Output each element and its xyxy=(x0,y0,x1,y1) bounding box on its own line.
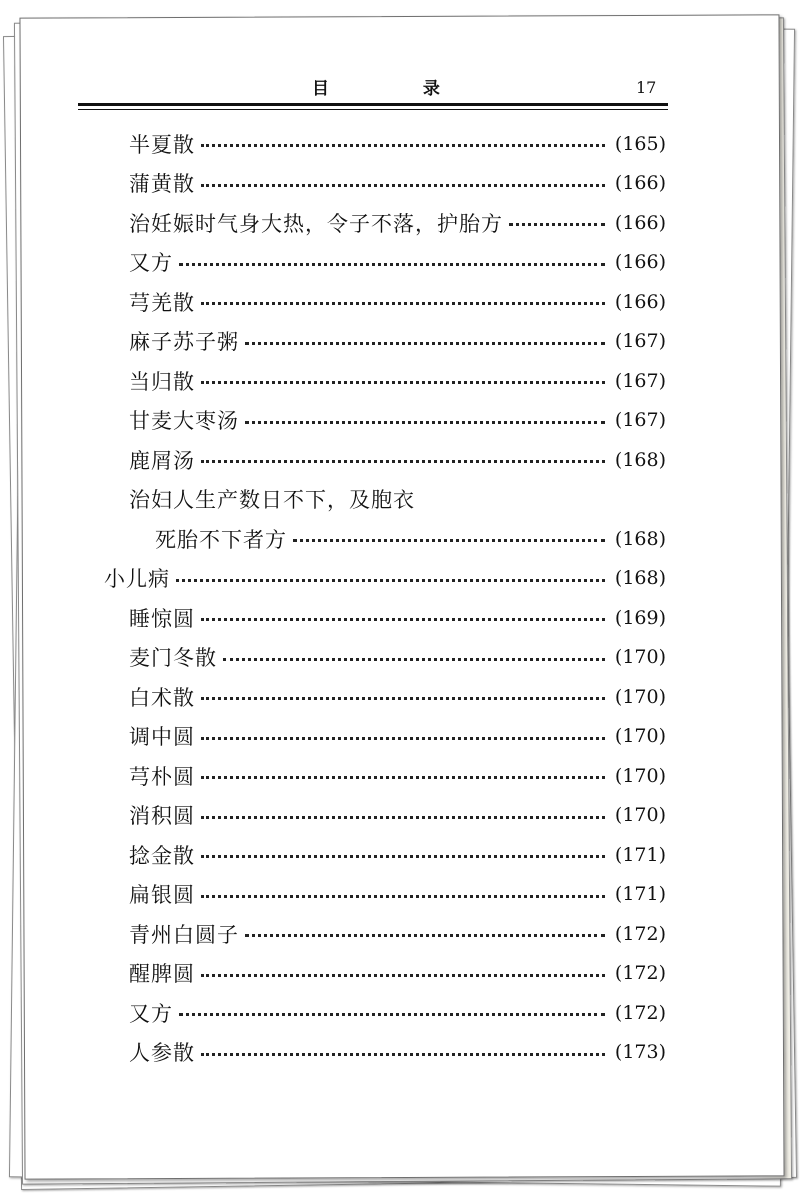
toc-entry[interactable] xyxy=(0,638,800,678)
toc-entry-title: 醒脾圆 xyxy=(129,962,195,987)
toc-entry-page: (170) xyxy=(614,685,666,708)
toc-entry-page: (167) xyxy=(614,409,666,432)
toc-entry[interactable] xyxy=(0,124,800,164)
toc-entry-title: 芎羌散 xyxy=(129,290,195,315)
toc-entry-page: (168) xyxy=(614,448,666,471)
toc-entry[interactable] xyxy=(0,1033,800,1073)
toc-entry[interactable] xyxy=(0,835,800,875)
toc-entry-page: (168) xyxy=(614,527,666,550)
toc-entry-title: 当归散 xyxy=(129,369,195,394)
dot-leader xyxy=(245,934,605,937)
toc-entry-page: (169) xyxy=(614,606,666,629)
dot-leader xyxy=(223,658,605,661)
dot-leader xyxy=(201,737,605,740)
dot-leader xyxy=(509,223,605,226)
toc-entry-page: (170) xyxy=(614,646,666,669)
toc-entry-page: (166) xyxy=(614,211,666,234)
toc-entry[interactable] xyxy=(0,243,800,283)
toc-entry-title: 蒲黄散 xyxy=(129,172,195,197)
header-rule xyxy=(78,103,668,106)
toc-entry-page: (167) xyxy=(614,330,666,353)
dot-leader xyxy=(245,342,605,345)
table-of-contents xyxy=(0,124,800,1072)
dot-leader xyxy=(245,421,605,424)
dot-leader xyxy=(201,381,605,384)
dot-leader xyxy=(179,1013,605,1016)
toc-entry-title: 又方 xyxy=(129,251,173,276)
toc-entry-page: (166) xyxy=(614,251,666,274)
toc-entry-title: 鹿屑汤 xyxy=(129,448,195,473)
dot-leader xyxy=(179,263,605,266)
toc-entry-page: (170) xyxy=(614,764,666,787)
toc-entry[interactable] xyxy=(0,282,800,322)
toc-entry[interactable] xyxy=(0,875,800,915)
dot-leader xyxy=(201,144,605,147)
toc-entry-title: 白术散 xyxy=(129,685,195,710)
toc-entry-title: 小儿病 xyxy=(104,567,170,592)
toc-entry-title: 麻子苏子粥 xyxy=(129,330,239,355)
toc-entry[interactable] xyxy=(0,756,800,796)
dot-leader xyxy=(201,460,605,463)
dot-leader xyxy=(201,776,605,779)
toc-entry-title: 捻金散 xyxy=(129,843,195,868)
toc-entry-page: (165) xyxy=(614,132,666,155)
toc-entry-title: 人参散 xyxy=(129,1041,195,1066)
toc-entry-title: 芎朴圆 xyxy=(129,764,195,789)
toc-entry-title: 消积圆 xyxy=(129,804,195,829)
page-number: 17 xyxy=(636,78,657,97)
toc-entry[interactable] xyxy=(0,519,800,559)
toc-entry-title: 半夏散 xyxy=(129,132,195,157)
dot-leader xyxy=(201,855,605,858)
toc-entry[interactable] xyxy=(0,440,800,480)
toc-entry-title: 扁银圆 xyxy=(129,883,195,908)
toc-entry-title: 麦门冬散 xyxy=(129,646,217,671)
toc-entry[interactable] xyxy=(0,717,800,757)
toc-entry[interactable] xyxy=(0,993,800,1033)
dot-leader xyxy=(201,697,605,700)
toc-entry[interactable] xyxy=(0,401,800,441)
toc-entry-page: (172) xyxy=(614,922,666,945)
dot-leader xyxy=(201,1053,605,1056)
toc-entry-title: 又方 xyxy=(129,1001,173,1026)
toc-entry-page: (170) xyxy=(614,804,666,827)
toc-entry-page: (170) xyxy=(614,725,666,748)
toc-entry-title: 睡惊圆 xyxy=(129,606,195,631)
toc-entry[interactable] xyxy=(0,322,800,362)
toc-entry-page: (166) xyxy=(614,172,666,195)
dot-leader xyxy=(176,579,605,582)
toc-entry-page: (166) xyxy=(614,290,666,313)
toc-entry-title: 调中圆 xyxy=(129,725,195,750)
dot-leader xyxy=(201,895,605,898)
toc-entry-title: 青州白圆子 xyxy=(129,922,239,947)
toc-entry-page: (167) xyxy=(614,369,666,392)
dot-leader xyxy=(201,618,605,621)
dot-leader xyxy=(201,184,605,187)
toc-entry[interactable] xyxy=(0,203,800,243)
toc-entry-page: (168) xyxy=(614,567,666,590)
toc-entry[interactable] xyxy=(0,361,800,401)
dot-leader xyxy=(201,974,605,977)
toc-section[interactable] xyxy=(0,559,800,599)
toc-entry[interactable] xyxy=(0,677,800,717)
dot-leader xyxy=(201,816,605,819)
toc-entry[interactable] xyxy=(0,796,800,836)
toc-entry-title: 甘麦大枣汤 xyxy=(129,409,239,434)
dot-leader xyxy=(201,302,605,305)
toc-entry-title: 死胎不下者方 xyxy=(155,527,287,552)
toc-entry[interactable] xyxy=(0,954,800,994)
dot-leader xyxy=(293,539,605,542)
toc-entry[interactable] xyxy=(0,914,800,954)
toc-entry-title: 治妊娠时气身大热，令子不落，护胎方 xyxy=(129,211,503,236)
toc-entry-page: (172) xyxy=(614,1001,666,1024)
toc-entry-page: (173) xyxy=(614,1041,666,1064)
toc-entry[interactable] xyxy=(0,598,800,638)
header-rule xyxy=(78,109,668,110)
toc-entry-title: 治妇人生产数日不下，及胞衣 xyxy=(129,488,415,513)
toc-entry-page: (172) xyxy=(614,962,666,985)
toc-entry[interactable] xyxy=(0,164,800,204)
toc-entry[interactable] xyxy=(0,480,800,520)
running-title: 目 录 xyxy=(312,79,484,99)
toc-entry-page: (171) xyxy=(614,843,666,866)
toc-entry-page: (171) xyxy=(614,883,666,906)
